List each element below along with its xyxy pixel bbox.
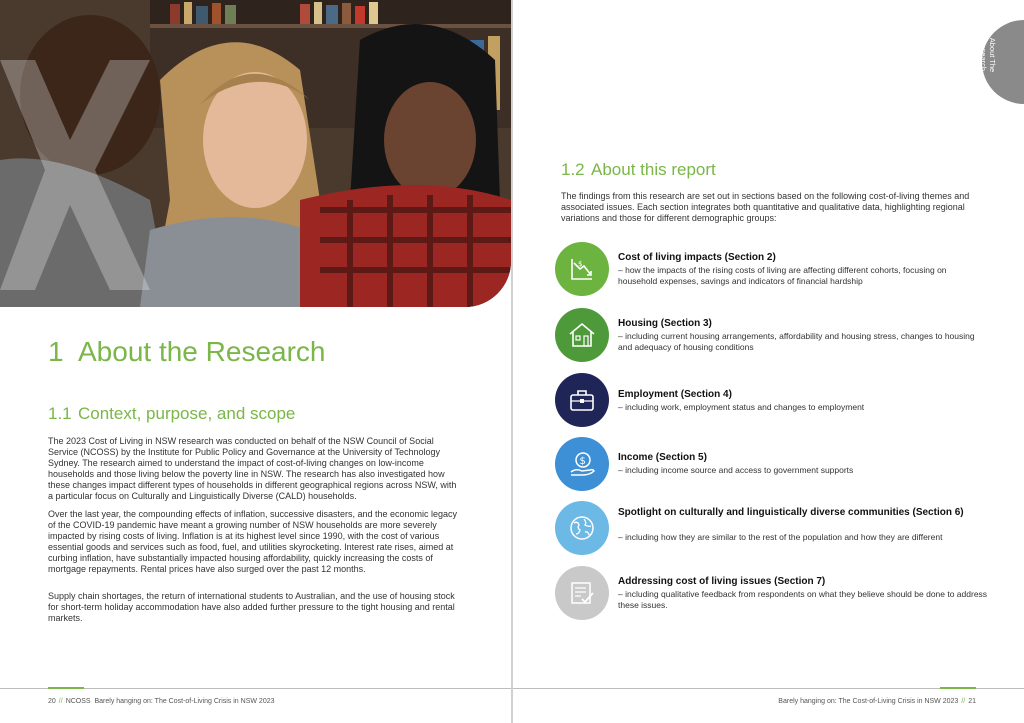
page-number: 21	[968, 698, 976, 705]
section-number: 1.2	[561, 160, 585, 179]
footer-org: NCOSS	[65, 698, 91, 705]
paragraph-1: The 2023 Cost of Living in NSW research was conducted on behalf of the NSW Council of Social Service (NCOSS) by the Institute for Public Policy and Governance at the University of Technology Sydney. The research aimed to understand the impact of cost-of-living changes on low-income households and those living below the poverty line in NSW. The research has also investigated how these changes impact different types of households in different geographical regions across NSW, with a particular focus on Culturally and Linguistically Diverse (CALD) households.	[48, 436, 457, 501]
side-tab-label: About The Research	[979, 37, 997, 73]
item-title: Spotlight on culturally and linguistically diverse communities (Section 6)	[618, 507, 964, 518]
item-title: Income (Section 5)	[618, 452, 707, 463]
dollar-hand-icon	[555, 437, 609, 491]
item-title: Employment (Section 4)	[618, 389, 732, 400]
declining-chart-icon	[555, 242, 609, 296]
section-title: Context, purpose, and scope	[78, 404, 296, 423]
item-title: Cost of living impacts (Section 2)	[618, 252, 776, 263]
item-description: – including work, employment status and changes to employment	[618, 402, 865, 412]
footer-right	[778, 698, 976, 705]
left-page	[0, 0, 511, 723]
chapter-heading	[48, 336, 326, 368]
document-check-icon	[555, 566, 609, 620]
students-photo	[0, 0, 511, 307]
footer-publication: Barely hanging on: The Cost-of-Living Crisis in NSW 2023	[778, 698, 959, 705]
section-item-addressing-issues	[553, 566, 988, 622]
footer-separator: //	[58, 698, 63, 705]
briefcase-icon	[555, 373, 609, 427]
item-description: – including income source and access to government supports	[618, 465, 854, 475]
section-item-employment	[553, 373, 983, 429]
section-title: About this report	[591, 160, 716, 179]
footer-left	[48, 698, 275, 705]
footer-accent	[940, 687, 976, 689]
footer-separator: //	[961, 698, 966, 705]
section-item-housing	[553, 308, 983, 364]
item-description: – how the impacts of the rising costs of living are affecting different cohorts, focusing on household expenses, savings and indicators of financial hardship	[618, 265, 947, 286]
item-description: – including how they are similar to the rest of the population and how they are different	[618, 532, 943, 542]
svg-text:$: $	[579, 456, 586, 467]
section-heading-1-1	[48, 404, 295, 424]
chapter-number: 1	[48, 336, 64, 367]
globe-icon	[555, 501, 609, 555]
item-title: Addressing cost of living issues (Section 7)	[618, 576, 826, 587]
item-description: – including current housing arrangements, affordability and housing stress, changes to housing and adequacy of housing conditions	[618, 331, 975, 352]
paragraph-3: Supply chain shortages, the return of international students to Australian, and the use of housing stock for short-term holiday accommodation have also added further pressure to the tight housing and rental markets.	[48, 591, 455, 623]
svg-text:$: $	[578, 260, 583, 268]
students-photo-illustration	[0, 0, 511, 307]
section-heading-1-2	[561, 160, 716, 180]
intro-paragraph: The findings from this research are set out in sections based on the following cost-of-living themes and associated issues. Each section integrates both quantitative and qualitative data, highlighting regional variations and those for different demographic groups:	[561, 191, 970, 223]
footer-publication: Barely hanging on: The Cost-of-Living Crisis in NSW 2023	[94, 698, 275, 705]
item-title: Housing (Section 3)	[618, 318, 712, 329]
section-item-income	[553, 437, 983, 493]
house-icon	[555, 308, 609, 362]
section-number: 1.1	[48, 404, 72, 423]
page-number: 20	[48, 698, 56, 705]
footer-accent	[48, 687, 84, 689]
item-description: – including qualitative feedback from respondents on what they believe should be done to address these issues.	[618, 589, 988, 610]
right-page	[513, 0, 1024, 723]
paragraph-2: Over the last year, the compounding effects of inflation, successive disasters, and the economic legacy of the COVID-19 pandemic have meant a growing number of NSW households are more severely impacted by rising costs of living. Inflation is at its highest level since 1990, with the cost of various essential goods and services such as food, fuel, and utilities skyrocketing. Interest rate rises, aimed at curbing inflation, have substantially impacted housing affordability, quickly increasing the costs of mortgage repayments. Rental prices have also surged over the past 12 months.	[48, 509, 458, 574]
section-item-cost-of-living	[553, 242, 983, 298]
chapter-title: About the Research	[78, 336, 326, 367]
section-item-cald-spotlight	[553, 501, 983, 559]
